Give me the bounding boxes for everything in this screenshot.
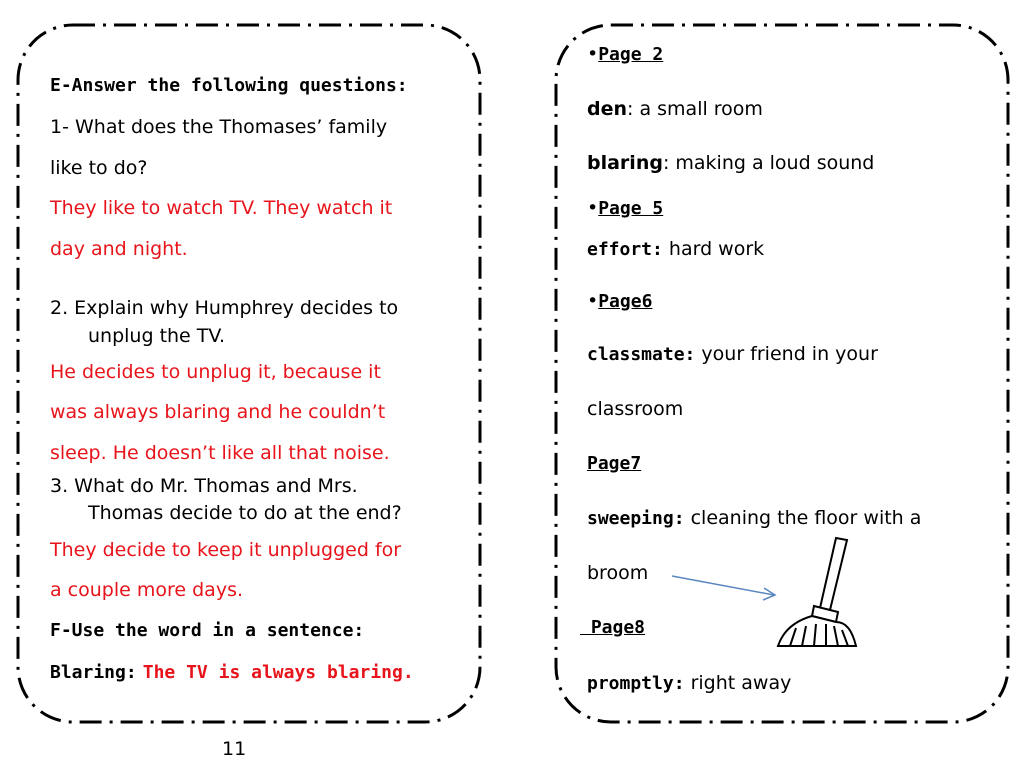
vocab-promptly xyxy=(587,671,791,696)
blaring-sentence-row xyxy=(50,660,414,685)
vocab-den xyxy=(587,97,763,121)
vocab-word: blaring xyxy=(587,152,663,174)
question-2-line-1: 2. Explain why Humphrey decides to xyxy=(50,297,399,319)
page-5-label: Page 5 xyxy=(598,198,664,219)
vocab-classmate xyxy=(587,342,878,367)
vocab-definition: hard work xyxy=(668,238,765,260)
question-3-line-2: Thomas decide to do at the end? xyxy=(88,502,402,524)
page-6-heading xyxy=(587,289,652,314)
broom-illustration xyxy=(778,538,856,646)
vocab-effort xyxy=(587,237,764,262)
heading-use-in-sentence: F-Use the word in a sentence: xyxy=(50,620,365,641)
answer-2-line-2: was always blaring and he couldn’t xyxy=(50,401,386,423)
answer-2-line-1: He decides to unplug it, because it xyxy=(50,361,381,383)
vocab-word: promptly: xyxy=(587,673,685,694)
bullet: • xyxy=(587,43,599,65)
vocab-sweeping xyxy=(587,506,921,531)
heading-answer-questions: E-Answer the following questions: xyxy=(50,75,408,96)
page-6-label: Page6 xyxy=(598,291,653,312)
vocab-definition: your friend in your xyxy=(701,343,878,365)
page-5-heading xyxy=(587,196,663,221)
vocab-word: sweeping: xyxy=(587,508,685,529)
page-2-heading xyxy=(587,42,663,67)
vocab-definition: right away xyxy=(690,672,792,694)
answer-2-line-3: sleep. He doesn’t like all that noise. xyxy=(50,442,390,464)
arrow xyxy=(672,576,775,600)
blaring-sentence: The TV is always blaring. xyxy=(142,662,414,683)
vocab-blaring xyxy=(587,151,874,175)
vocab-sweeping-cont: broom xyxy=(587,562,649,584)
page-7-heading: Page7 xyxy=(587,453,642,474)
answer-1-line-2: day and night. xyxy=(50,238,188,260)
vocab-definition: : a small room xyxy=(627,98,763,120)
question-1-line-2: like to do? xyxy=(50,157,148,179)
vocab-definition: cleaning the floor with a xyxy=(690,507,922,529)
answer-3-line-1: They decide to keep it unplugged for xyxy=(50,539,402,561)
page-2-label: Page 2 xyxy=(598,44,664,65)
page-number: 11 xyxy=(222,738,247,760)
vocab-word: classmate: xyxy=(587,344,696,365)
vocab-word: effort: xyxy=(587,239,663,260)
blaring-label: Blaring: xyxy=(50,662,137,683)
bullet: • xyxy=(587,290,599,312)
question-1-line-1: 1- What does the Thomases’ family xyxy=(50,116,388,138)
vocab-definition: : making a loud sound xyxy=(662,152,875,174)
bullet: • xyxy=(587,197,599,219)
question-3-line-1: 3. What do Mr. Thomas and Mrs. xyxy=(50,475,358,497)
vocab-classmate-cont: classroom xyxy=(587,398,684,420)
vocab-word: den xyxy=(587,98,628,120)
answer-1-line-1: They like to watch TV. They watch it xyxy=(50,197,393,219)
question-2-line-2: unplug the TV. xyxy=(88,325,225,347)
answer-3-line-2: a couple more days. xyxy=(50,579,244,601)
page-8-heading: Page8 xyxy=(580,617,646,638)
